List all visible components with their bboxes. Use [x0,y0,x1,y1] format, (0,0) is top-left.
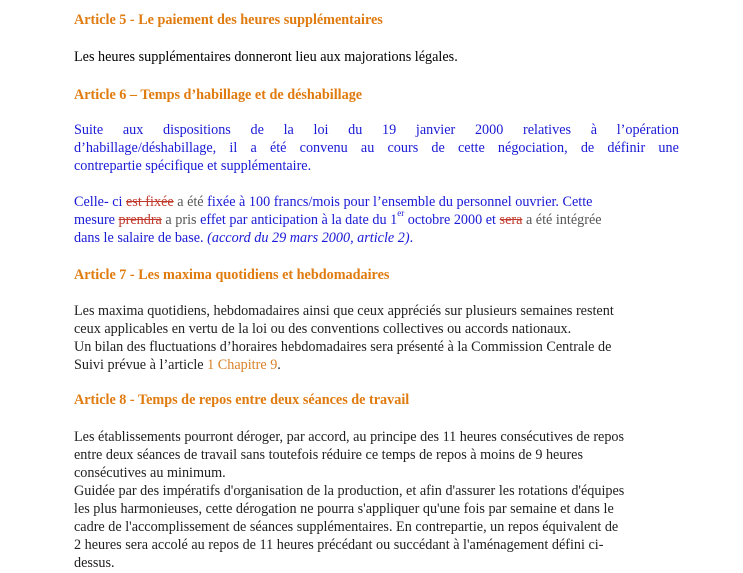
word: janvier [415,122,456,138]
deleted-text: est fixée [126,194,174,210]
word: l’opération [616,122,679,138]
word: d’habillage/déshabillage, [74,140,217,156]
article-6-p2-line-2 [74,208,602,229]
article-8-line-7: 2 heures sera accolé au repos de 11 heures précédant ou succédant à l'aménagement défini ci- [74,537,604,553]
article-8-line-6: cadre de l'accomplissement de séances supplémentaires. En contrepartie, un repos équivalent de [74,519,619,535]
word: convenu [299,140,348,156]
word: définir [607,140,646,156]
word: au [360,140,375,156]
article-6-p1-line-2 [74,139,679,157]
article-6-p1-line-1 [74,121,679,139]
superscript: er [397,208,405,219]
text-run: effet par anticipation à la date du 1 [200,212,398,228]
text-run: Suivi prévue à l’article [74,357,204,373]
article-5-body: Les heures supplémentaires donneront lieu aux majorations légales. [74,49,458,65]
article-7-line-4 [74,356,281,374]
word: à [590,122,598,138]
word: une [658,140,679,156]
citation: (accord du 29 mars 2000, article 2) [207,230,410,246]
article-7-heading: Article 7 - Les maxima quotidiens et hebdomadaires [74,267,390,283]
word: loi [313,122,329,138]
word: a [250,140,257,156]
inserted-text: a été [177,194,204,210]
text-run: Celle- ci [74,194,123,210]
word: de [250,122,264,138]
article-8-line-2: entre deux séances de travail sans toutefois réduire ce temps de repos à moins de 9 heures [74,447,583,463]
inserted-text: a pris [165,212,197,228]
word: de [580,140,595,156]
word: négociation, [497,140,568,156]
word: 19 [382,122,397,138]
word: été [269,140,287,156]
inserted-text: a été intégrée [525,212,602,228]
text-run: octobre 2000 et [407,212,496,228]
article-6-heading: Article 6 – Temps d’habillage et de déshabillage [74,87,363,103]
deleted-text: prendra [118,212,162,228]
word: cours [387,140,419,156]
word: Suite [74,122,104,138]
article-8-line-1: Les établissements pourront déroger, par accord, au principe des 11 heures consécutives de repos [74,429,625,445]
word: il [229,140,238,156]
article-8-line-5: les plus harmonieuses, cette dérogation ne pourra s'appliquer qu'une fois par semaine et dans le [74,501,614,517]
word: cette [457,140,485,156]
article-7-line-1: Les maxima quotidiens, hebdomadaires ainsi que ceux appréciés sur plusieurs semaines restent [74,303,614,319]
article-5-heading: Article 5 - Le paiement des heures supplémentaires [74,12,383,28]
text-run: fixée à 100 francs/mois pour l’ensemble du personnel ouvrier. Cette [207,194,593,210]
text-run: dans le salaire de base. [74,230,204,246]
deleted-text: sera [499,212,523,228]
cross-reference: 1 Chapitre 9 [207,357,278,373]
text-run: mesure [74,212,115,228]
article-8-line-4: Guidée par des impératifs d'organisation de la production, et afin d'assurer les rotations d'équipes [74,483,625,499]
article-8-line-8: dessus. [74,555,115,571]
text-run: . [409,230,414,246]
article-6-p1-line-3: contrepartie spécifique et supplémentaire. [74,158,312,174]
word: 2000 [474,122,504,138]
article-7-line-2: ceux applicables en vertu de la loi ou des conventions collectives ou accords nationaux. [74,321,572,337]
word: de [431,140,445,156]
word: du [348,122,363,138]
article-6-p2-line-3 [74,229,413,247]
article-7-line-3: Un bilan des fluctuations d’horaires hebdomadaires sera présenté à la Commission Centrale de [74,339,612,355]
article-8-heading: Article 8 - Temps de repos entre deux séances de travail [74,392,410,408]
word: aux [122,122,144,138]
word: la [283,122,294,138]
text-run [200,208,405,228]
word: dispositions [163,122,231,138]
word: relatives [522,122,572,138]
text-run: . [277,357,281,373]
article-8-line-3: consécutives au minimum. [74,465,226,481]
article-6-p2-line-1 [74,193,592,211]
